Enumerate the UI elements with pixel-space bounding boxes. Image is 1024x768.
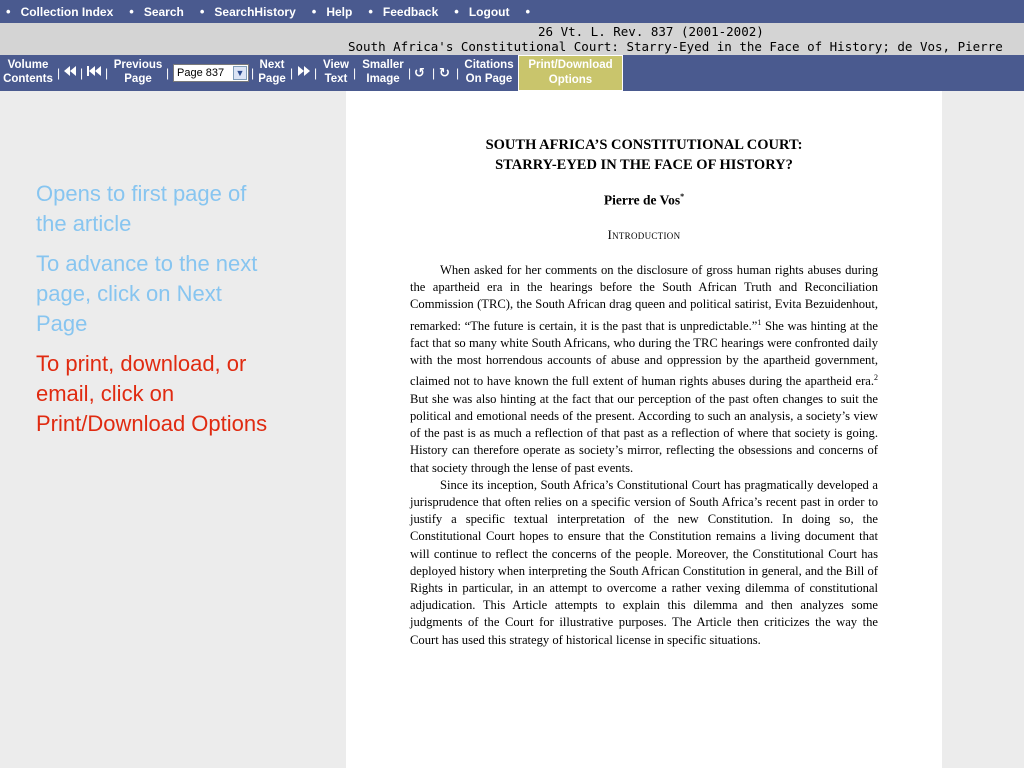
- view-text-label-2: Text: [324, 73, 348, 85]
- annotation-print-download: To print, download, or email, click on Print/Download Options: [36, 351, 268, 436]
- content-area: [0, 91, 1024, 768]
- citation-reference: 26 Vt. L. Rev. 837 (2001-2002): [538, 24, 764, 39]
- bullet-icon: •: [199, 4, 205, 19]
- bullet-icon: •: [525, 4, 531, 19]
- citations-label-2: On Page: [465, 73, 513, 85]
- nav-search[interactable]: Search: [143, 4, 184, 19]
- skip-forward-icon[interactable]: [297, 65, 311, 80]
- rotate-left-icon[interactable]: ↺: [414, 65, 425, 80]
- separator: |: [166, 66, 170, 80]
- paragraph-text: When asked for her comments on the disclosure of gross human rights abuses during the apartheid era in the hearings before the South African Truth and Reconciliation Commission (TRC), the South African drag queen and political satirist, Evita Bezuidenhout, remarked: “The future is certain, it is the past that is unpredictable.”: [410, 263, 878, 333]
- annotation-first-page: Opens to first page of the article: [36, 181, 247, 236]
- nav-help[interactable]: Help: [326, 4, 353, 19]
- view-text-button[interactable]: [319, 58, 353, 86]
- smaller-image-label-2: Image: [366, 73, 400, 85]
- section-heading: Introduction: [607, 228, 681, 242]
- separator: |: [80, 66, 84, 80]
- first-page-icon[interactable]: [63, 65, 77, 80]
- paragraph: [410, 262, 878, 477]
- author-name: Pierre de Vos: [603, 192, 681, 208]
- previous-page-label-1: Previous: [113, 59, 163, 71]
- separator: |: [456, 66, 460, 80]
- separator: |: [408, 66, 412, 80]
- volume-contents-button[interactable]: [2, 58, 54, 86]
- print-download-options-button[interactable]: [518, 55, 623, 91]
- bullet-icon: •: [129, 4, 134, 19]
- next-page-button[interactable]: [256, 58, 288, 86]
- volume-contents-label-1: Volume: [7, 59, 49, 71]
- separator: |: [251, 66, 255, 80]
- author-footnote-mark: *: [680, 192, 685, 201]
- nav-collection-index[interactable]: Collection Index: [20, 4, 114, 19]
- nav-search-history[interactable]: SearchHistory: [214, 4, 296, 19]
- annotation-next-page: To advance to the next page, click on Next Page: [36, 251, 258, 336]
- nav-logout[interactable]: Logout: [468, 4, 510, 19]
- view-text-label-1: View: [323, 59, 349, 71]
- chevron-down-icon[interactable]: ▼: [233, 66, 247, 80]
- skip-back-icon[interactable]: [87, 65, 102, 80]
- print-download-label-1: Print/Download: [528, 59, 613, 71]
- separator: |: [57, 66, 61, 80]
- article-body: [410, 262, 878, 649]
- paragraph-text: But she was also hinting at the fact that our perception of the past often changes to suit the political and emotional needs of the present. According to such an analysis, a society’s view of the past is as much a reflection of that past as a reflection of where that society is going. History can therefore operate as society’s mirror, reflecting the obsessions and concerns of that society through the lense of past events.: [410, 391, 878, 475]
- article-title-line-1: SOUTH AFRICA’S CONSTITUTIONAL COURT:: [485, 137, 803, 153]
- page-select-value: Page 837: [177, 67, 225, 79]
- bullet-icon: •: [454, 4, 459, 19]
- paragraph: Since its inception, South Africa’s Constitutional Court has pragmatically developed a jurisprudence that often relies on a specific version of South Africa’s recent past in order to justify a specific textual interpretation of the new Constitution. In doing so, the Constitutional Court hopes to ensure that the Constitution remains a living document that will continue to reflect the concerns of the people. Moreover, the Constitutional Court has deployed history when interpreting the South African Constitution in general, and the Bill of Rights in particular, in an attempt to overcome a rather vexing dilemma of constitutional adjudication. This Article attempts to explain this dilemma and then analyzes some judgments of the Court for illustrative purposes. The Article then criticizes the way the Court has used this strategy of historical license in specific situations.: [410, 477, 878, 647]
- previous-page-button[interactable]: [111, 58, 165, 86]
- bullet-icon: •: [368, 4, 373, 19]
- paragraph-text: She was hinting at the fact that so many white South Africans, who during the TRC hearings were confronted daily with the most horrendous accounts of abuse and oppression by the apartheid government, claimed not to have known the full extent of human rights abuses during the apartheid era.: [410, 318, 878, 389]
- footnote-mark: 2: [874, 373, 878, 383]
- top-navigation-bar: [0, 0, 1024, 23]
- document-toolbar: [0, 55, 1024, 91]
- bullet-icon: •: [311, 4, 317, 19]
- next-page-label-1: Next: [259, 59, 285, 71]
- citations-on-page-button[interactable]: [462, 58, 516, 86]
- nav-feedback[interactable]: Feedback: [382, 4, 439, 19]
- separator: |: [290, 66, 294, 80]
- next-page-label-2: Page: [258, 73, 286, 85]
- print-download-label-2: Options: [548, 74, 593, 86]
- volume-contents-label-2: Contents: [3, 73, 53, 85]
- article-title: [346, 135, 942, 175]
- separator: |: [314, 66, 318, 80]
- citation-header: [0, 23, 1024, 55]
- separator: |: [105, 66, 109, 80]
- citations-label-1: Citations: [464, 59, 514, 71]
- citation-title: South Africa's Constitutional Court: Starry-Eyed in the Face of History; de Vos, Pierre: [348, 39, 1003, 54]
- rotate-right-icon[interactable]: ↻: [439, 65, 450, 80]
- previous-page-label-2: Page: [124, 73, 152, 85]
- article-title-line-2: STARRY-EYED IN THE FACE OF HISTORY?: [495, 157, 793, 173]
- bullet-icon: •: [6, 4, 11, 19]
- smaller-image-label-1: Smaller: [362, 59, 404, 71]
- article-author: [346, 192, 942, 209]
- tutorial-annotations: [36, 179, 268, 449]
- separator: |: [353, 66, 357, 80]
- page-select-dropdown[interactable]: [173, 64, 249, 82]
- footnote-mark: 1: [757, 317, 762, 327]
- smaller-image-button[interactable]: [358, 58, 408, 86]
- separator: |: [432, 66, 436, 80]
- document-page-image: [346, 91, 942, 768]
